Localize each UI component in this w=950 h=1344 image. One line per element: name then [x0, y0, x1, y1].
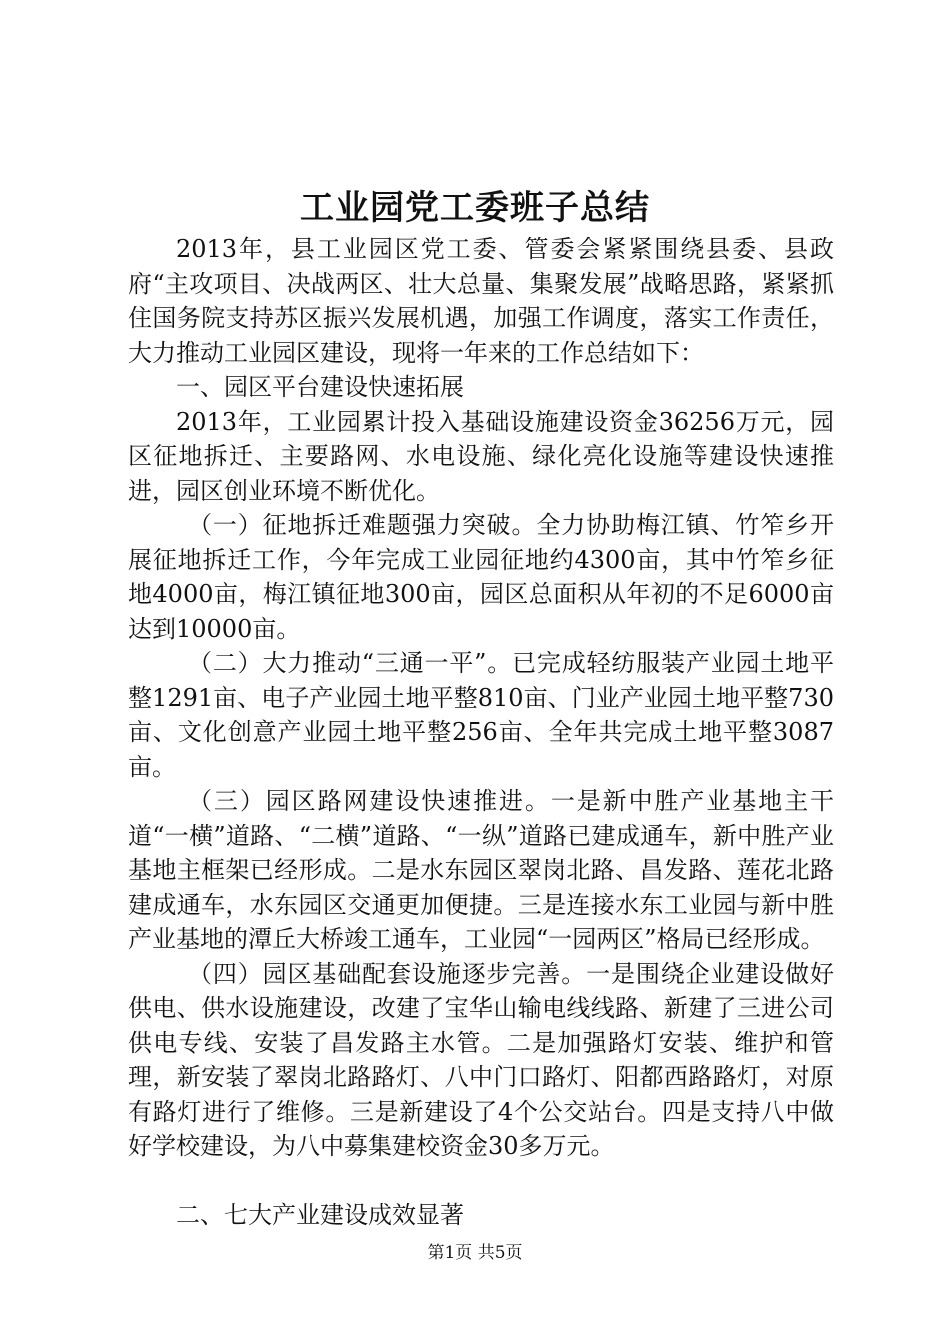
document-title: 工业园党工委班子总结 — [300, 188, 650, 228]
subsection-3-paragraph: （三）园区路网建设快速推进。一是新中胜产业基地主干道“一横”道路、“二横”道路、“一纵”道路已建成通车，新中胜产业基地主框架已经形成。二是水东园区翠岗北路、昌发路、莲花北路建成通车，水东园区交通更加便捷。三是连接水东工业园与新中胜产业基地的潭丘大桥竣工通车，工业园“一园两区”格局已经形成。 — [128, 787, 834, 953]
subsection-1-paragraph: （一）征地拆迁难题强力突破。全力协助梅江镇、竹笮乡开展征地拆迁工作，今年完成工业园征地约4300亩，其中竹笮乡征地4000亩，梅江镇征地300亩，园区总面积从年初的不足6000亩达到10000亩。 — [128, 511, 834, 643]
section-heading-2: 二、七大产业建设成效显著 — [176, 1201, 464, 1229]
paragraph-spacer — [128, 1164, 834, 1199]
section-heading-1: 一、园区平台建设快速拓展 — [176, 373, 464, 401]
intro-paragraph: 2013年，县工业园区党工委、管委会紧紧围绕县委、县政府“主攻项目、决战两区、壮大总量、集聚发展”战略思路，紧紧抓住国务院支持苏区振兴发展机遇，加强工作调度，落实工作责任，大力推动工业园区建设，现将一年来的工作总结如下： — [128, 235, 834, 367]
subsection-2-paragraph: （二）大力推动“三通一平”。已完成轻纺服装产业园土地平整1291亩、电子产业园土地平整810亩、门业产业园土地平整730亩、文化创意产业园土地平整256亩、全年共完成土地平整3087亩。 — [128, 649, 834, 781]
section-1-summary-paragraph: 2013年，工业园累计投入基础设施建设资金36256万元，园区征地拆迁、主要路网、水电设施、绿化亮化设施等建设快速推进，园区创业环境不断优化。 — [128, 407, 834, 505]
document-body — [128, 232, 834, 1233]
subsection-4-paragraph: （四）园区基础配套设施逐步完善。一是围绕企业建设做好供电、供水设施建设，改建了宝华山输电线线路、新建了三进公司供电专线、安装了昌发路主水管。二是加强路灯安装、维护和管理，新安装了翠岗北路路灯、八中门口路灯、阳都西路路灯，对原有路灯进行了维修。三是新建设了4个公交站台。四是支持八中做好学校建设，为八中募集建校资金30多万元。 — [128, 959, 834, 1160]
page-footer: 第1页 共5页 — [427, 1243, 523, 1263]
